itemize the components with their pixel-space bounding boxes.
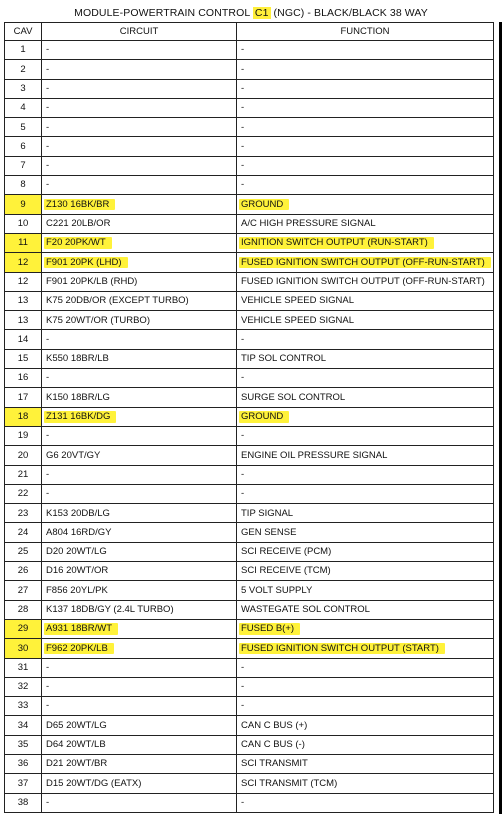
table-row [5, 349, 494, 368]
table-row [5, 195, 494, 214]
function-cell: SCI TRANSMIT (TCM) [237, 774, 494, 793]
cav-cell: 38 [5, 793, 42, 812]
cav-cell: 16 [5, 369, 42, 388]
function-cell [237, 639, 494, 658]
circuit-cell: K153 20DB/LG [42, 504, 237, 523]
circuit-cell: - [42, 426, 237, 445]
circuit-cell: - [42, 176, 237, 195]
title-prefix: MODULE-POWERTRAIN CONTROL [74, 7, 253, 19]
cav-cell: 20 [5, 446, 42, 465]
table-row [5, 137, 494, 156]
cav-cell: 25 [5, 542, 42, 561]
table-row [5, 426, 494, 445]
table-row [5, 600, 494, 619]
function-cell: - [237, 118, 494, 137]
circuit-cell [42, 195, 237, 214]
function-cell: TIP SOL CONTROL [237, 349, 494, 368]
function-cell: - [237, 137, 494, 156]
table-row [5, 581, 494, 600]
cav-cell: 32 [5, 677, 42, 696]
function-cell: A/C HIGH PRESSURE SIGNAL [237, 214, 494, 233]
circuit-cell: - [42, 137, 237, 156]
cav-cell: 26 [5, 562, 42, 581]
table-row [5, 291, 494, 310]
function-cell: VEHICLE SPEED SIGNAL [237, 311, 494, 330]
cav-cell: 7 [5, 156, 42, 175]
table-row [5, 214, 494, 233]
cav-cell: 22 [5, 484, 42, 503]
circuit-cell: - [42, 465, 237, 484]
cav-cell: 9 [5, 195, 42, 214]
function-cell: SCI TRANSMIT [237, 754, 494, 773]
circuit-cell-highlight: F20 20PK/WT [44, 237, 112, 249]
table-body [5, 41, 494, 813]
circuit-cell: - [42, 677, 237, 696]
table-row [5, 407, 494, 426]
cav-cell: 13 [5, 311, 42, 330]
function-cell: - [237, 369, 494, 388]
cav-cell: 5 [5, 118, 42, 137]
table-row [5, 41, 494, 60]
cav-cell: 31 [5, 658, 42, 677]
cav-cell: 19 [5, 426, 42, 445]
function-cell: - [237, 658, 494, 677]
circuit-cell: K550 18BR/LB [42, 349, 237, 368]
cav-cell: 17 [5, 388, 42, 407]
circuit-cell: F856 20YL/PK [42, 581, 237, 600]
circuit-cell: - [42, 484, 237, 503]
cav-cell: 24 [5, 523, 42, 542]
function-cell [237, 619, 494, 638]
cav-cell: 23 [5, 504, 42, 523]
circuit-cell: - [42, 658, 237, 677]
cav-cell: 33 [5, 697, 42, 716]
circuit-cell: - [42, 330, 237, 349]
function-cell: - [237, 41, 494, 60]
function-cell: SCI RECEIVE (PCM) [237, 542, 494, 561]
function-cell: - [237, 465, 494, 484]
table-row [5, 465, 494, 484]
circuit-cell: D64 20WT/LB [42, 735, 237, 754]
cav-cell: 1 [5, 41, 42, 60]
cav-cell: 21 [5, 465, 42, 484]
header-function: FUNCTION [237, 23, 494, 41]
function-cell-highlight: FUSED IGNITION SWITCH OUTPUT (OFF-RUN-START) [239, 257, 491, 269]
circuit-cell [42, 253, 237, 272]
circuit-cell: A804 16RD/GY [42, 523, 237, 542]
circuit-cell: F901 20PK/LB (RHD) [42, 272, 237, 291]
function-cell-highlight: FUSED B(+) [239, 623, 300, 635]
cav-cell: 35 [5, 735, 42, 754]
circuit-cell: K137 18DB/GY (2.4L TURBO) [42, 600, 237, 619]
circuit-cell: - [42, 697, 237, 716]
function-cell-highlight: GROUND [239, 411, 289, 423]
cav-cell: 29 [5, 619, 42, 638]
table-row [5, 754, 494, 773]
cav-cell: 37 [5, 774, 42, 793]
table-row [5, 60, 494, 79]
cav-cell: 36 [5, 754, 42, 773]
table-row [5, 330, 494, 349]
table-row [5, 311, 494, 330]
cav-cell: 18 [5, 407, 42, 426]
function-cell: GEN SENSE [237, 523, 494, 542]
circuit-cell: D15 20WT/DG (EATX) [42, 774, 237, 793]
circuit-cell: - [42, 118, 237, 137]
function-cell: - [237, 330, 494, 349]
cav-cell: 12 [5, 272, 42, 291]
page-title [0, 7, 502, 19]
table-row [5, 735, 494, 754]
title-highlight: C1 [254, 7, 269, 19]
cav-cell: 2 [5, 60, 42, 79]
cav-cell: 34 [5, 716, 42, 735]
table-row [5, 542, 494, 561]
circuit-cell: K75 20WT/OR (TURBO) [42, 311, 237, 330]
circuit-cell: D21 20WT/BR [42, 754, 237, 773]
table-row [5, 639, 494, 658]
table-row [5, 793, 494, 812]
function-cell: - [237, 426, 494, 445]
table-row [5, 677, 494, 696]
function-cell: VEHICLE SPEED SIGNAL [237, 291, 494, 310]
table-row [5, 562, 494, 581]
table-row [5, 484, 494, 503]
circuit-cell: G6 20VT/GY [42, 446, 237, 465]
cav-cell: 15 [5, 349, 42, 368]
circuit-cell: D65 20WT/LG [42, 716, 237, 735]
function-cell-highlight: FUSED IGNITION SWITCH OUTPUT (START) [239, 643, 445, 655]
function-cell: TIP SIGNAL [237, 504, 494, 523]
circuit-cell: K150 18BR/LG [42, 388, 237, 407]
function-cell [237, 195, 494, 214]
circuit-cell [42, 407, 237, 426]
circuit-cell: - [42, 98, 237, 117]
function-cell: - [237, 79, 494, 98]
function-cell: CAN C BUS (+) [237, 716, 494, 735]
cav-cell: 14 [5, 330, 42, 349]
table-row [5, 658, 494, 677]
circuit-cell-highlight: Z130 16BK/BR [44, 199, 115, 211]
function-cell: - [237, 697, 494, 716]
table-row [5, 272, 494, 291]
table-row [5, 118, 494, 137]
function-cell [237, 233, 494, 252]
function-cell-highlight: GROUND [239, 199, 289, 211]
circuit-cell: - [42, 156, 237, 175]
circuit-cell: - [42, 369, 237, 388]
cav-cell: 30 [5, 639, 42, 658]
circuit-cell: - [42, 79, 237, 98]
header-circuit: CIRCUIT [42, 23, 237, 41]
table-row [5, 774, 494, 793]
circuit-cell-highlight: A931 18BR/WT [44, 623, 118, 635]
circuit-cell: - [42, 60, 237, 79]
function-cell: - [237, 176, 494, 195]
function-cell: FUSED IGNITION SWITCH OUTPUT (OFF-RUN-START) [237, 272, 494, 291]
function-cell: - [237, 98, 494, 117]
function-cell: - [237, 156, 494, 175]
table-row [5, 176, 494, 195]
function-cell: WASTEGATE SOL CONTROL [237, 600, 494, 619]
circuit-cell: - [42, 41, 237, 60]
function-cell-highlight: IGNITION SWITCH OUTPUT (RUN-START) [239, 237, 434, 249]
circuit-cell: D20 20WT/LG [42, 542, 237, 561]
circuit-cell [42, 233, 237, 252]
cav-cell: 11 [5, 233, 42, 252]
function-cell: - [237, 793, 494, 812]
cav-cell: 13 [5, 291, 42, 310]
function-cell: - [237, 60, 494, 79]
cav-cell: 12 [5, 253, 42, 272]
table-row [5, 523, 494, 542]
table-row [5, 156, 494, 175]
table-row [5, 504, 494, 523]
table-row [5, 79, 494, 98]
cav-cell: 4 [5, 98, 42, 117]
table-row [5, 716, 494, 735]
circuit-cell-highlight: Z131 16BK/DG [44, 411, 116, 423]
cav-cell: 3 [5, 79, 42, 98]
circuit-cell: - [42, 793, 237, 812]
cav-cell: 10 [5, 214, 42, 233]
circuit-cell-highlight: F901 20PK (LHD) [44, 257, 128, 269]
connector-table-wrap [4, 22, 493, 814]
function-cell [237, 407, 494, 426]
circuit-cell [42, 619, 237, 638]
function-cell [237, 253, 494, 272]
function-cell: SCI RECEIVE (TCM) [237, 562, 494, 581]
table-row [5, 619, 494, 638]
function-cell: CAN C BUS (-) [237, 735, 494, 754]
table-row [5, 233, 494, 252]
function-cell: 5 VOLT SUPPLY [237, 581, 494, 600]
circuit-cell-highlight: F962 20PK/LB [44, 643, 114, 655]
circuit-cell: K75 20DB/OR (EXCEPT TURBO) [42, 291, 237, 310]
circuit-cell: D16 20WT/OR [42, 562, 237, 581]
table-row [5, 253, 494, 272]
table-row [5, 446, 494, 465]
circuit-cell: C221 20LB/OR [42, 214, 237, 233]
table-row [5, 388, 494, 407]
table-header-row [5, 23, 494, 41]
title-suffix: (NGC) - BLACK/BLACK 38 WAY [270, 7, 428, 19]
cav-cell: 28 [5, 600, 42, 619]
cav-cell: 8 [5, 176, 42, 195]
table-row [5, 697, 494, 716]
circuit-cell [42, 639, 237, 658]
table-row [5, 98, 494, 117]
function-cell: ENGINE OIL PRESSURE SIGNAL [237, 446, 494, 465]
connector-pinout-table [4, 22, 494, 813]
cav-cell: 6 [5, 137, 42, 156]
function-cell: SURGE SOL CONTROL [237, 388, 494, 407]
header-cav: CAV [5, 23, 42, 41]
function-cell: - [237, 677, 494, 696]
table-row [5, 369, 494, 388]
function-cell: - [237, 484, 494, 503]
cav-cell: 27 [5, 581, 42, 600]
